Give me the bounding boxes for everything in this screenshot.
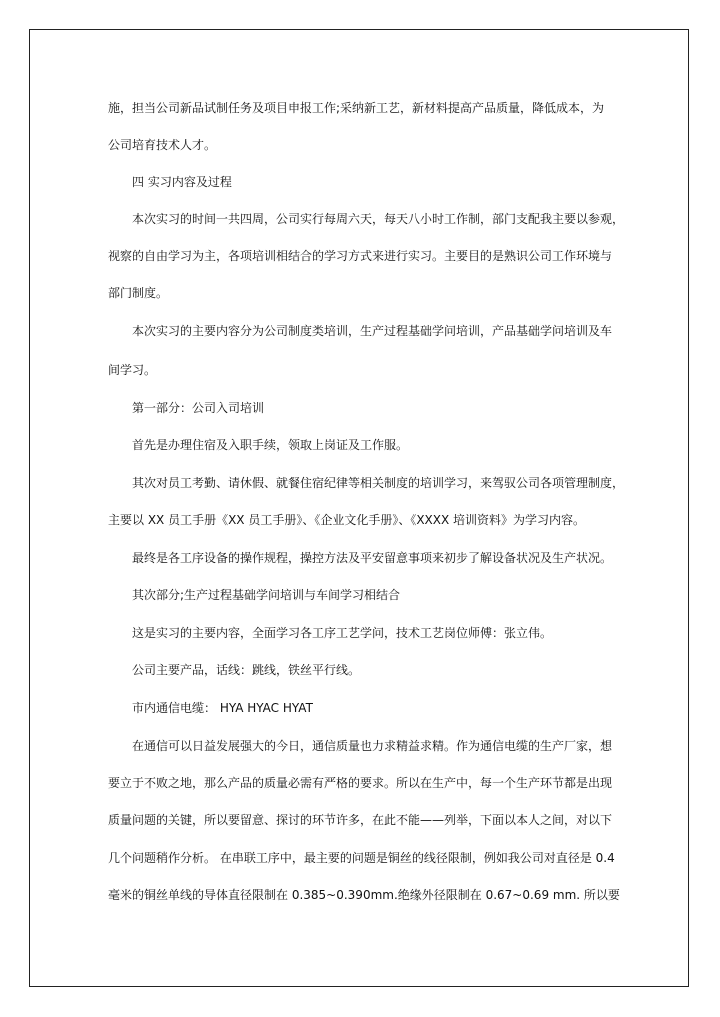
- text-line-8: 间学习。: [108, 363, 157, 377]
- text-line-19: 要立于不败之地，那么产品的质量必需有严格的要求。所以在生产中，每一个生产环节都是出现: [108, 776, 613, 790]
- text-line-11: 其次对员工考勤、请休假、就餐住宿纪律等相关制度的培训学习，来驾驭公司各项管理制度，: [132, 476, 625, 490]
- text-line-5: 视察的自由学习为主，各项培训相结合的学习方式来进行实习。主要目的是熟识公司工作环境与: [108, 249, 613, 263]
- subheading-part-1: 第一部分：公司入司培训: [132, 401, 265, 415]
- text-line-22: 毫米的铜丝单线的导体直径限制在 0.385~0.390mm.绝缘外径限制在 0.67~0.69 mm. 所以要: [108, 888, 620, 902]
- text-line-7: 本次实习的主要内容分为公司制度类培训，生产过程基础学问培训，产品基础学问培训及车: [132, 324, 613, 338]
- text-line-4: 本次实习的时间一共四周，公司实行每周六天，每天八小时工作制，部门支配我主要以参观，: [132, 212, 625, 226]
- text-line-20: 质量问题的关键，所以要留意、探讨的环节许多，在此不能——列举，下面以本人之间，对以下: [108, 813, 613, 827]
- text-line-16: 公司主要产品，话线：跳线，铁丝平行线。: [132, 663, 361, 677]
- text-line-12: 主要以 XX 员工手册《XX 员工手册》、《企业文化手册》、《XXXX 培训资料》为学习内容。: [108, 513, 586, 527]
- text-line-21: 几个问题稍作分析。 在串联工序中，最主要的问题是铜丝的线径限制，例如我公司对直径是 0.4: [108, 851, 615, 865]
- text-line-2: 公司培育技术人才。: [108, 138, 217, 152]
- subheading-part-2: 其次部分;生产过程基础学问培训与车间学习相结合: [132, 588, 401, 602]
- text-line-15: 这是实习的主要内容，全面学习各工序工艺学问，技术工艺岗位师傅：张立伟。: [132, 626, 553, 640]
- text-line-6: 部门制度。: [108, 286, 169, 300]
- text-line-1: 施，担当公司新品试制任务及项目申报工作;采纳新工艺，新材料提高产品质量，降低成本，为: [108, 101, 605, 115]
- text-line-17: 市内通信电缆： HYA HYAC HYAT: [132, 701, 313, 715]
- text-line-18: 在通信可以日益发展强大的今日，通信质量也力求精益求精。作为通信电缆的生产厂家，想: [132, 739, 613, 753]
- section-heading: 四 实习内容及过程: [132, 175, 232, 189]
- text-line-10: 首先是办理住宿及入职手续，领取上岗证及工作服。: [132, 438, 409, 452]
- text-line-13: 最终是各工序设备的操作规程，操控方法及平安留意事项来初步了解设备状况及生产状况。: [132, 551, 613, 565]
- page-frame: [29, 29, 689, 987]
